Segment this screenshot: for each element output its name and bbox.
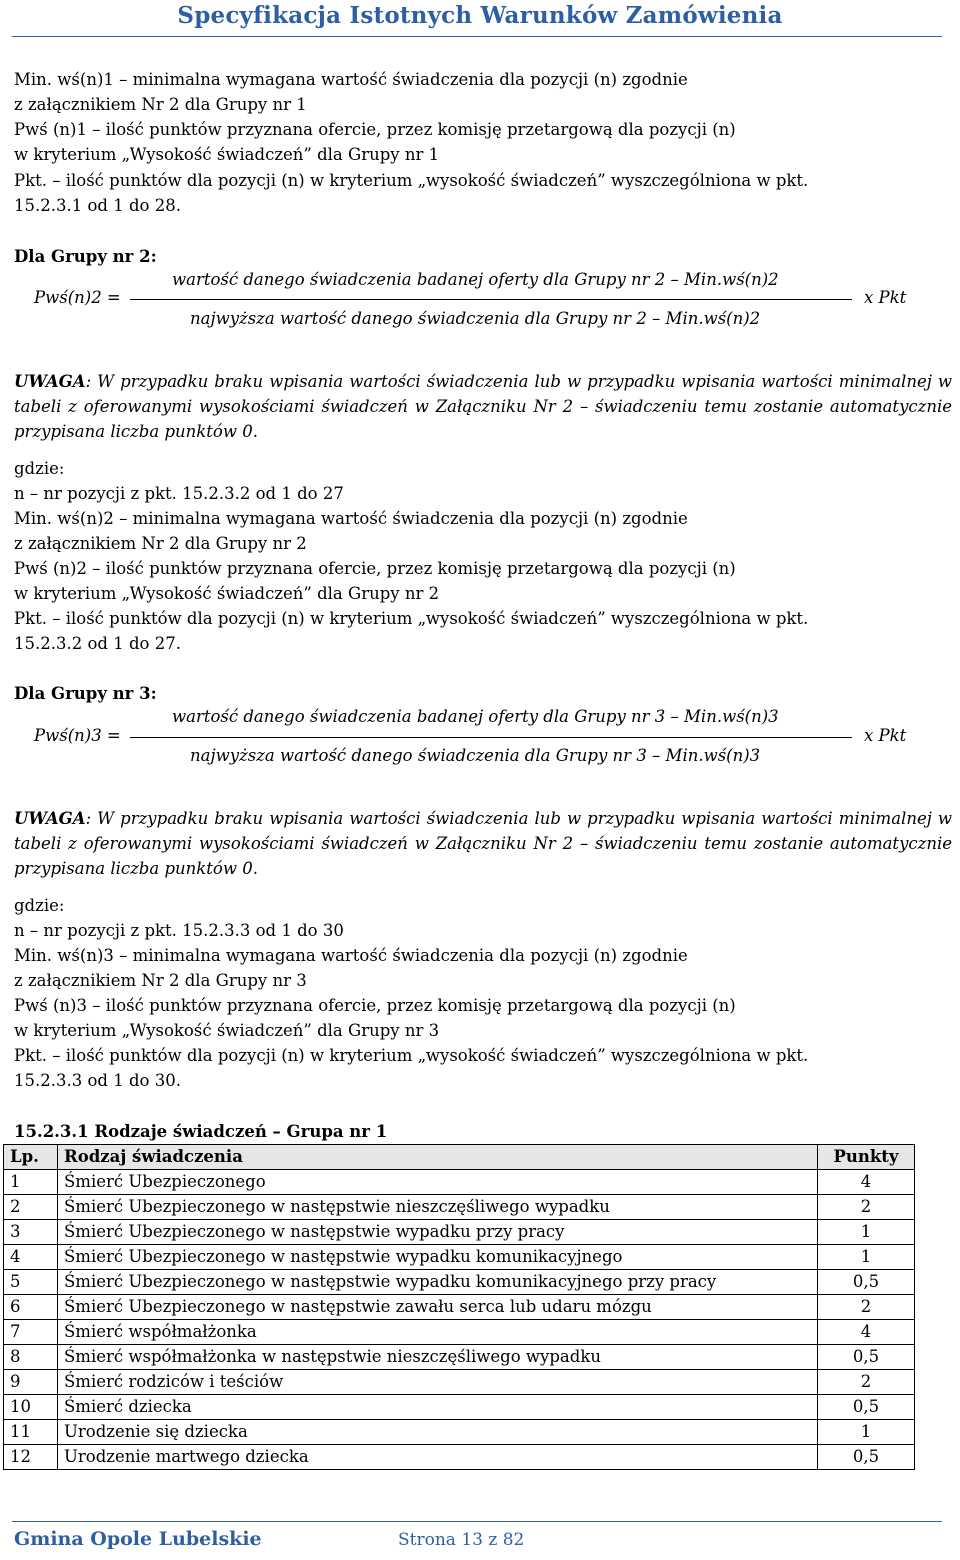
intro-line: Min. wś(n)1 – minimalna wymagana wartość świadczenia dla pozycji (n) zgodnie bbox=[14, 70, 688, 89]
row-rodzaj: Śmierć współmałżonka w następstwie nieszczęśliwego wypadku bbox=[58, 1345, 818, 1370]
row-rodzaj: Śmierć rodziców i teściów bbox=[58, 1370, 818, 1395]
footer-organization: Gmina Opole Lubelskie bbox=[14, 1528, 262, 1550]
row-rodzaj: Urodzenie się dziecka bbox=[58, 1420, 818, 1445]
row-punkty: 0,5 bbox=[818, 1395, 915, 1420]
column-header-rodzaj: Rodzaj świadczenia bbox=[58, 1145, 818, 1170]
row-lp: 1 bbox=[4, 1170, 58, 1195]
intro-line: 15.2.3.1 od 1 do 28. bbox=[14, 196, 181, 215]
row-rodzaj: Śmierć współmałżonka bbox=[58, 1320, 818, 1345]
group3-formula-denominator: najwyższa wartość danego świadczenia dla Grupy nr 3 – Min.wś(n)3 bbox=[190, 746, 761, 765]
note-text: : W przypadku braku wpisania wartości świadczenia lub w przypadku wpisania wartości minimalnej w tabeli z oferowanymi wysokościami świadczeń w Załączniku Nr 2 – świadczeniu temu zostanie automatycznie przypisana liczba punktów 0. bbox=[14, 809, 952, 878]
group2-heading: Dla Grupy nr 2: bbox=[14, 247, 157, 266]
row-lp: 9 bbox=[4, 1370, 58, 1395]
table-row bbox=[4, 1295, 915, 1320]
row-lp: 11 bbox=[4, 1420, 58, 1445]
group2-formula-lhs: Pwś(n)2 = bbox=[34, 288, 121, 307]
group3-heading: Dla Grupy nr 3: bbox=[14, 684, 157, 703]
row-lp: 7 bbox=[4, 1320, 58, 1345]
table-row bbox=[4, 1245, 915, 1270]
row-punkty: 2 bbox=[818, 1295, 915, 1320]
row-rodzaj: Śmierć Ubezpieczonego w następstwie zawału serca lub udaru mózgu bbox=[58, 1295, 818, 1320]
row-punkty: 0,5 bbox=[818, 1345, 915, 1370]
table-row bbox=[4, 1195, 915, 1220]
group2-line: Min. wś(n)2 – minimalna wymagana wartość świadczenia dla pozycji (n) zgodnie bbox=[14, 509, 688, 528]
column-header-punkty: Punkty bbox=[818, 1145, 915, 1170]
group2-fraction-bar bbox=[130, 299, 852, 300]
table-row bbox=[4, 1170, 915, 1195]
section-heading: 15.2.3.1 Rodzaje świadczeń – Grupa nr 1 bbox=[14, 1122, 388, 1141]
group3-gdzie: gdzie: bbox=[14, 896, 65, 915]
group3-line: n – nr pozycji z pkt. 15.2.3.3 od 1 do 30 bbox=[14, 921, 344, 940]
row-punkty: 4 bbox=[818, 1320, 915, 1345]
row-lp: 2 bbox=[4, 1195, 58, 1220]
column-header-lp: Lp. bbox=[4, 1145, 58, 1170]
row-punkty: 0,5 bbox=[818, 1270, 915, 1295]
intro-line: Pkt. – ilość punktów dla pozycji (n) w kryterium „wysokość świadczeń” wyszczególniona w pkt. bbox=[14, 171, 809, 190]
table-row bbox=[4, 1220, 915, 1245]
row-lp: 6 bbox=[4, 1295, 58, 1320]
row-lp: 3 bbox=[4, 1220, 58, 1245]
note-text: : W przypadku braku wpisania wartości świadczenia lub w przypadku wpisania wartości minimalnej w tabeli z oferowanymi wysokościami świadczeń w Załączniku Nr 2 – świadczeniu temu zostanie automatycznie przypisana liczba punktów 0. bbox=[14, 372, 952, 441]
row-lp: 8 bbox=[4, 1345, 58, 1370]
row-punkty: 2 bbox=[818, 1370, 915, 1395]
group3-formula-rhs: x Pkt bbox=[864, 726, 907, 745]
row-punkty: 4 bbox=[818, 1170, 915, 1195]
group2-line: Pkt. – ilość punktów dla pozycji (n) w kryterium „wysokość świadczeń” wyszczególniona w pkt. bbox=[14, 609, 809, 628]
row-lp: 10 bbox=[4, 1395, 58, 1420]
group2-gdzie: gdzie: bbox=[14, 459, 65, 478]
footer-page-number: Strona 13 z 82 bbox=[398, 1530, 525, 1550]
header-divider bbox=[12, 36, 942, 37]
intro-line: z załącznikiem Nr 2 dla Grupy nr 1 bbox=[14, 95, 307, 114]
note-label: UWAGA bbox=[14, 809, 86, 828]
table-row bbox=[4, 1420, 915, 1445]
group2-formula-numerator: wartość danego świadczenia badanej oferty dla Grupy nr 2 – Min.wś(n)2 bbox=[172, 270, 779, 289]
group2-formula-denominator: najwyższa wartość danego świadczenia dla Grupy nr 2 – Min.wś(n)2 bbox=[190, 309, 761, 328]
intro-line: Pwś (n)1 – ilość punktów przyznana ofercie, przez komisję przetargową dla pozycji (n) bbox=[14, 120, 736, 139]
group3-note bbox=[14, 806, 952, 881]
table-header-row bbox=[4, 1145, 915, 1170]
row-rodzaj: Śmierć Ubezpieczonego w następstwie wypadku przy pracy bbox=[58, 1220, 818, 1245]
row-rodzaj: Śmierć Ubezpieczonego w następstwie wypadku komunikacyjnego bbox=[58, 1245, 818, 1270]
group3-line: Min. wś(n)3 – minimalna wymagana wartość świadczenia dla pozycji (n) zgodnie bbox=[14, 946, 688, 965]
row-punkty: 1 bbox=[818, 1220, 915, 1245]
intro-line: w kryterium „Wysokość świadczeń” dla Grupy nr 1 bbox=[14, 145, 440, 164]
row-rodzaj: Urodzenie martwego dziecka bbox=[58, 1445, 818, 1470]
row-lp: 5 bbox=[4, 1270, 58, 1295]
group3-formula-lhs: Pwś(n)3 = bbox=[34, 726, 121, 745]
row-rodzaj: Śmierć Ubezpieczonego bbox=[58, 1170, 818, 1195]
group2-note bbox=[14, 369, 952, 444]
group2-line: Pwś (n)2 – ilość punktów przyznana ofercie, przez komisję przetargową dla pozycji (n) bbox=[14, 559, 736, 578]
note-label: UWAGA bbox=[14, 372, 86, 391]
table-row bbox=[4, 1445, 915, 1470]
row-rodzaj: Śmierć dziecka bbox=[58, 1395, 818, 1420]
row-rodzaj: Śmierć Ubezpieczonego w następstwie nieszczęśliwego wypadku bbox=[58, 1195, 818, 1220]
group2-line: 15.2.3.2 od 1 do 27. bbox=[14, 634, 181, 653]
group2-line: z załącznikiem Nr 2 dla Grupy nr 2 bbox=[14, 534, 307, 553]
row-punkty: 1 bbox=[818, 1245, 915, 1270]
table-row bbox=[4, 1270, 915, 1295]
row-punkty: 2 bbox=[818, 1195, 915, 1220]
table-row bbox=[4, 1370, 915, 1395]
group3-fraction-bar bbox=[130, 737, 852, 738]
benefits-table bbox=[3, 1144, 915, 1470]
footer-divider bbox=[12, 1521, 942, 1522]
row-lp: 4 bbox=[4, 1245, 58, 1270]
table-row bbox=[4, 1395, 915, 1420]
group2-formula-rhs: x Pkt bbox=[864, 288, 907, 307]
group3-line: z załącznikiem Nr 2 dla Grupy nr 3 bbox=[14, 971, 307, 990]
group2-line: w kryterium „Wysokość świadczeń” dla Grupy nr 2 bbox=[14, 584, 440, 603]
row-rodzaj: Śmierć Ubezpieczonego w następstwie wypadku komunikacyjnego przy pracy bbox=[58, 1270, 818, 1295]
table-row bbox=[4, 1345, 915, 1370]
row-punkty: 0,5 bbox=[818, 1445, 915, 1470]
row-punkty: 1 bbox=[818, 1420, 915, 1445]
group3-formula-numerator: wartość danego świadczenia badanej oferty dla Grupy nr 3 – Min.wś(n)3 bbox=[172, 707, 779, 726]
group3-line: Pkt. – ilość punktów dla pozycji (n) w kryterium „wysokość świadczeń” wyszczególniona w pkt. bbox=[14, 1046, 809, 1065]
group3-line: w kryterium „Wysokość świadczeń” dla Grupy nr 3 bbox=[14, 1021, 440, 1040]
group3-line: 15.2.3.3 od 1 do 30. bbox=[14, 1071, 181, 1090]
table-row bbox=[4, 1320, 915, 1345]
page-header-title: Specyfikacja Istotnych Warunków Zamówienia bbox=[177, 2, 783, 29]
table-body bbox=[4, 1170, 915, 1470]
group3-line: Pwś (n)3 – ilość punktów przyznana ofercie, przez komisję przetargową dla pozycji (n) bbox=[14, 996, 736, 1015]
group2-line: n – nr pozycji z pkt. 15.2.3.2 od 1 do 27 bbox=[14, 484, 344, 503]
row-lp: 12 bbox=[4, 1445, 58, 1470]
